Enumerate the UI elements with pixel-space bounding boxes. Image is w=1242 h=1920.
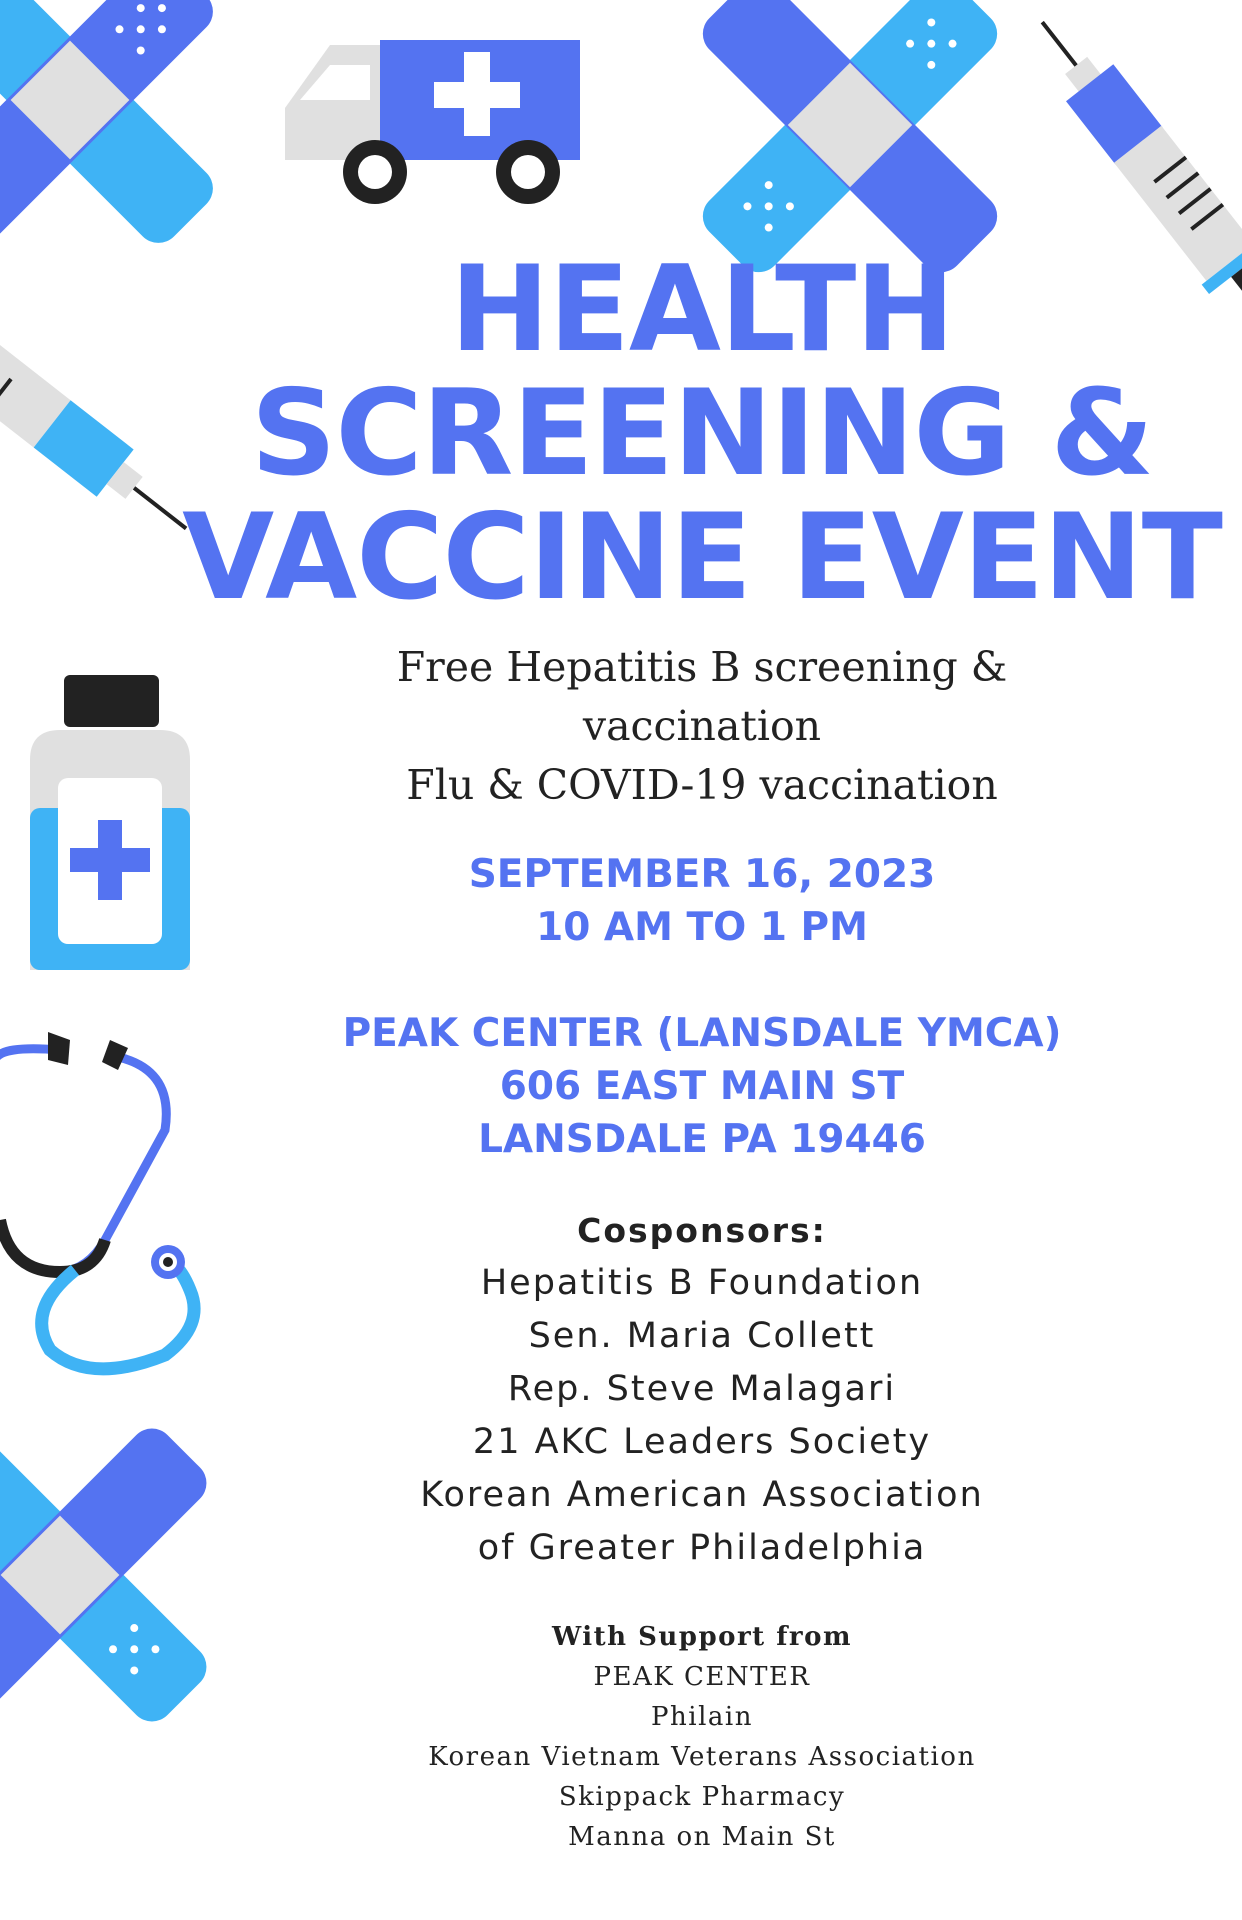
cosponsor-item: Hepatitis B Foundation <box>480 1263 924 1303</box>
event-datetime <box>0 848 1242 954</box>
street-address: 606 EAST MAIN ST <box>499 1064 905 1109</box>
city-state-zip: LANSDALE PA 19446 <box>478 1117 926 1162</box>
support-section <box>0 1617 1242 1857</box>
event-time: 10 AM TO 1 PM <box>536 905 868 950</box>
cosponsors-section <box>0 1204 1242 1575</box>
cosponsor-item: Sen. Maria Collett <box>528 1316 876 1356</box>
title-line: VACCINE EVENT <box>182 489 1222 627</box>
support-item: Skippack Pharmacy <box>558 1782 846 1812</box>
ambulance-icon <box>285 40 580 204</box>
cosponsor-item: Korean American Association <box>420 1475 984 1515</box>
event-date: SEPTEMBER 16, 2023 <box>468 852 936 897</box>
event-location <box>0 1007 1242 1166</box>
support-item: Philain <box>651 1702 753 1732</box>
description-line: Free Hepatitis B screening & <box>396 643 1008 691</box>
support-item: Korean Vietnam Veterans Association <box>428 1742 976 1772</box>
support-heading: With Support from <box>552 1622 852 1652</box>
event-title <box>0 241 1242 627</box>
title-line: SCREENING & <box>250 365 1154 503</box>
cosponsors-heading: Cosponsors: <box>577 1211 827 1250</box>
support-item: PEAK CENTER <box>593 1662 811 1692</box>
description-line: vaccination <box>582 702 822 750</box>
event-description <box>0 638 1242 815</box>
cosponsor-item: Rep. Steve Malagari <box>507 1369 897 1409</box>
description-line: Flu & COVID-19 vaccination <box>406 761 998 809</box>
title-line: HEALTH <box>450 241 954 379</box>
support-item: Manna on Main St <box>568 1822 836 1852</box>
cosponsor-item: 21 AKC Leaders Society <box>472 1422 932 1462</box>
cosponsor-item: of Greater Philadelphia <box>477 1528 927 1568</box>
venue-name: PEAK CENTER (LANSDALE YMCA) <box>342 1011 1062 1056</box>
